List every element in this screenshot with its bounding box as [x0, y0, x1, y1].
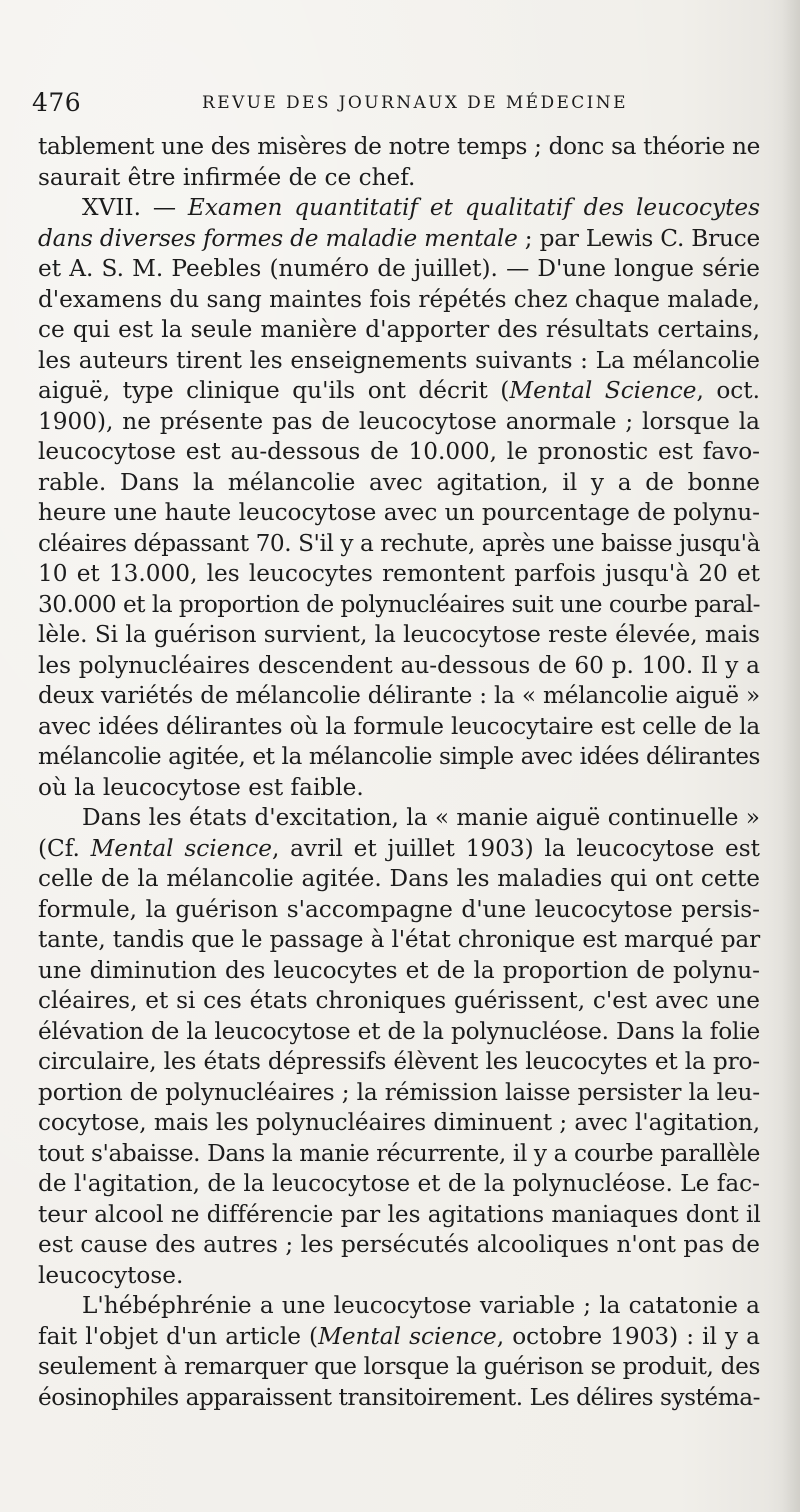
text-line: élévation de la leucocytose et de la polynucléose. Dans la folie	[38, 1017, 760, 1045]
text-line: 1900), ne présente pas de leucocytose anormale ; lorsque la	[38, 407, 760, 435]
text-line: tablement une des misères de notre temps ; donc sa théorie ne	[38, 133, 760, 160]
page-number: 476	[32, 88, 82, 117]
text-line: tout s'abaisse. Dans la manie récurrente, il y a courbe parallèle	[38, 1139, 760, 1167]
body-text	[38, 132, 760, 1413]
text-line: aiguë, type clinique qu'ils ont décrit (Mental Science, oct.	[38, 377, 760, 404]
text-line: 30.000 et la proportion de polynucléaires suit une courbe paral-	[38, 590, 760, 618]
text-line: rable. Dans la mélancolie avec agitation, il y a de bonne	[38, 468, 760, 496]
text-line: leucocytose.	[38, 1261, 184, 1289]
text-line: cléaires dépassant 70. S'il y a rechute, après une baisse jusqu'à	[38, 529, 760, 557]
text-line: formule, la guérison s'accompagne d'une leucocytose persis-	[38, 895, 760, 923]
text-line: L'hébéphrénie a une leucocytose variable ; la catatonie a	[82, 1292, 760, 1319]
text-line: où la leucocytose est faible.	[38, 773, 364, 801]
text-line: teur alcool ne différencie par les agitations maniaques dont il	[38, 1200, 761, 1228]
running-head: REVUE DES JOURNAUX DE MÉDECINE	[202, 93, 628, 113]
text-line: les polynucléaires descendent au-dessous de 60 p. 100. Il y a	[38, 651, 760, 679]
text-line: seulement à remarquer que lorsque la guérison se produit, des	[38, 1353, 760, 1380]
text-line: de l'agitation, de la leucocytose et de la polynucléose. Le fac-	[38, 1170, 760, 1197]
text-line: 10 et 13.000, les leucocytes remontent parfois jusqu'à 20 et	[38, 560, 760, 587]
text-line: leucocytose est au-dessous de 10.000, le pronostic est favo-	[38, 438, 760, 465]
text-line: circulaire, les états dépressifs élèvent les leucocytes et la pro-	[38, 1048, 760, 1075]
text-line: avec idées délirantes où la formule leucocytaire est celle de la	[38, 712, 760, 740]
page-header	[30, 88, 770, 124]
text-line: heure une haute leucocytose avec un pourcentage de polynu-	[38, 499, 760, 526]
text-line: mélancolie agitée, et la mélancolie simple avec idées délirantes	[38, 743, 760, 770]
text-line: Dans les états d'excitation, la « manie aiguë continuelle »	[82, 804, 760, 831]
text-line: dans diverses formes de maladie mentale ; par Lewis C. Bruce	[38, 224, 760, 252]
text-line: éosinophiles apparaissent transitoirement. Les délires systéma-	[38, 1383, 760, 1411]
text-line: cléaires, et si ces états chroniques guérissent, c'est avec une	[38, 987, 760, 1014]
text-line: une diminution des leucocytes et de la proportion de polynu-	[38, 956, 760, 984]
page-edge-shadow	[782, 0, 800, 1512]
text-line: les auteurs tirent les enseignements suivants : La mélancolie	[38, 346, 760, 374]
text-line: lèle. Si la guérison survient, la leucocytose reste élevée, mais	[38, 621, 760, 648]
text-line: ce qui est la seule manière d'apporter des résultats certains,	[38, 316, 760, 343]
text-line: et A. S. M. Peebles (numéro de juillet). — D'une longue série	[38, 255, 760, 282]
text-line: XVII. — Examen quantitatif et qualitatif des leucocytes	[82, 194, 761, 221]
text-line: tante, tandis que le passage à l'état chronique est marqué par	[38, 926, 760, 953]
text-line: (Cf. Mental science, avril et juillet 1903) la leucocytose est	[38, 834, 760, 862]
text-line: celle de la mélancolie agitée. Dans les maladies qui ont cette	[38, 865, 760, 892]
text-line: deux variétés de mélancolie délirante : la « mélancolie aiguë »	[38, 682, 760, 709]
text-line: est cause des autres ; les persécutés alcooliques n'ont pas de	[38, 1231, 760, 1258]
text-line: portion de polynucléaires ; la rémission laisse persister la leu-	[38, 1078, 760, 1106]
text-line: d'examens du sang maintes fois répétés chez chaque malade,	[38, 285, 760, 313]
text-line: cocytose, mais les polynucléaires diminuent ; avec l'agitation,	[38, 1109, 760, 1136]
text-line: saurait être infirmée de ce chef.	[38, 163, 416, 191]
text-line: fait l'objet d'un article (Mental science, octobre 1903) : il y a	[38, 1322, 760, 1350]
